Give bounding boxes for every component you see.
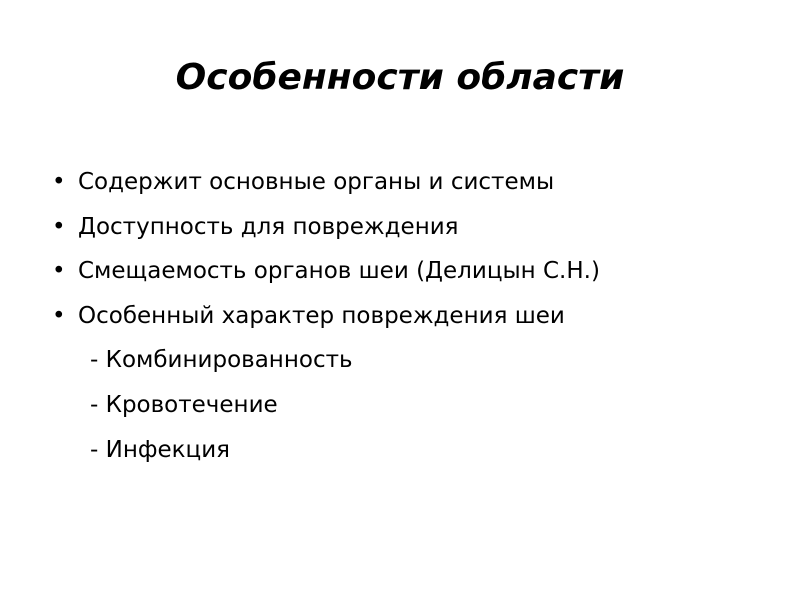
sub-item-list bbox=[50, 338, 770, 473]
bullet-item bbox=[50, 160, 770, 205]
sub-item: - Инфекция bbox=[90, 437, 230, 463]
bullet-text: Содержит основные органы и системы bbox=[78, 169, 555, 195]
sub-item: - Кровотечение bbox=[90, 392, 278, 418]
bullet-item bbox=[50, 205, 770, 250]
bullet-text: Смещаемость органов шеи (Делицын С.Н.) bbox=[78, 258, 600, 284]
sub-item: - Комбинированность bbox=[90, 347, 353, 373]
bullet-dot-icon: • bbox=[52, 302, 66, 329]
bullet-list bbox=[50, 160, 770, 338]
bullet-text: Доступность для повреждения bbox=[78, 213, 459, 240]
bullet-dot-icon: • bbox=[52, 169, 66, 195]
slide-title: Особенности области bbox=[175, 57, 625, 98]
bullet-dot-icon: • bbox=[52, 258, 66, 284]
bullet-item bbox=[50, 249, 770, 294]
bullet-text: Особенный характер повреждения шеи bbox=[78, 302, 565, 329]
bullet-dot-icon: • bbox=[52, 213, 66, 240]
bullet-item bbox=[50, 294, 770, 339]
slide-content bbox=[50, 160, 770, 473]
